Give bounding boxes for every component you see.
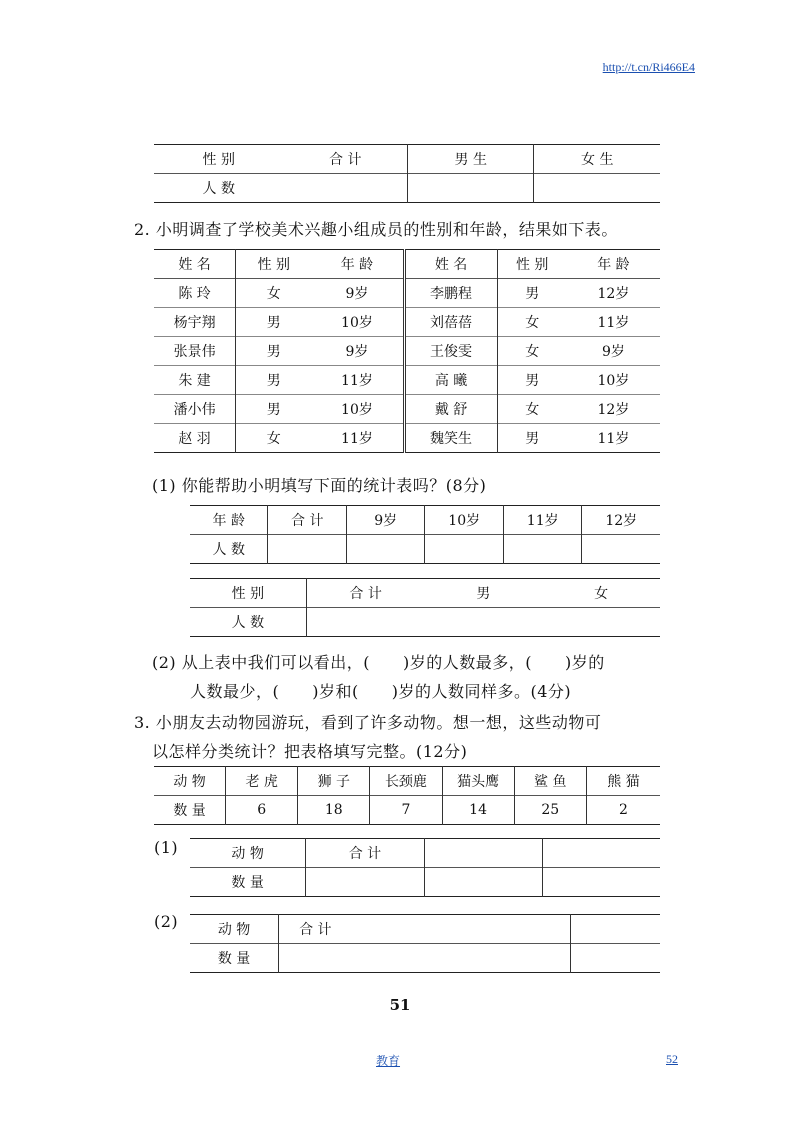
cell: 男 xyxy=(497,424,567,453)
cell: 11岁 xyxy=(341,373,373,389)
sub-question-1: (1) 你能帮助小明填写下面的统计表吗？(8分) xyxy=(152,476,487,495)
cell: 魏笑生 xyxy=(404,424,497,453)
cell: 12岁 xyxy=(597,402,630,418)
th-female: 女 xyxy=(594,586,609,602)
cell: 14 xyxy=(442,796,514,825)
th-animal: 动 物 xyxy=(231,846,264,862)
cell: 男 xyxy=(497,279,567,308)
th-total: 合 计 xyxy=(329,152,362,168)
th-count: 数 量 xyxy=(231,875,264,891)
cell: 李鹏程 xyxy=(404,279,497,308)
cell: 刘蓓蓓 xyxy=(404,308,497,337)
cell: 杨宇翔 xyxy=(173,315,216,331)
cell: 女 xyxy=(236,424,312,453)
row-count-label: 人 数 xyxy=(202,181,235,197)
cell: 狮 子 xyxy=(298,767,370,796)
cell: 9岁 xyxy=(601,344,625,360)
cell: 王俊雯 xyxy=(404,337,497,366)
cell: 10岁 xyxy=(341,315,373,331)
table-row xyxy=(154,308,660,337)
th-name-2: 姓 名 xyxy=(404,250,497,279)
th-age-2: 年 龄 xyxy=(597,257,630,273)
cell: 赵 羽 xyxy=(178,431,211,447)
cell: 猫头鹰 xyxy=(442,767,514,796)
cell: 张景伟 xyxy=(173,344,216,360)
cell: 10岁 xyxy=(341,402,373,418)
cell: 潘小伟 xyxy=(173,402,216,418)
th-boys: 男 生 xyxy=(407,145,534,174)
cell: 男 xyxy=(236,366,312,395)
cell: 11岁 xyxy=(597,431,630,447)
animal-table xyxy=(154,766,660,825)
part-2-label: (2) xyxy=(154,912,179,931)
header-url-link[interactable]: http://t.cn/Ri466E4 xyxy=(602,60,695,74)
th-total: 合 计 xyxy=(279,915,571,944)
cell: 男 xyxy=(236,395,312,424)
cell: 9岁 xyxy=(345,286,369,302)
th-total: 合 计 xyxy=(306,579,424,608)
cell: 朱 建 xyxy=(178,373,211,389)
cell: 2 xyxy=(586,796,660,825)
cell: 11岁 xyxy=(597,315,630,331)
footer-left-link[interactable]: 教育 xyxy=(376,1054,401,1068)
cell: 男 xyxy=(497,366,567,395)
member-table xyxy=(154,249,660,453)
th-count: 数 量 xyxy=(217,951,251,967)
row-count-label: 人 数 xyxy=(212,542,245,558)
th-11: 11岁 xyxy=(503,506,582,535)
table-row xyxy=(154,395,660,424)
cell: 11岁 xyxy=(341,431,373,447)
th-age-1: 年 龄 xyxy=(340,257,374,273)
th-12: 12岁 xyxy=(582,506,660,535)
th-9: 9岁 xyxy=(346,506,424,535)
th-name-1: 姓 名 xyxy=(178,257,211,273)
cell: 长颈鹿 xyxy=(370,767,442,796)
cell: 男 xyxy=(236,308,312,337)
cell: 10岁 xyxy=(597,373,630,389)
cell: 熊 猫 xyxy=(586,767,660,796)
part-2-table xyxy=(190,914,660,973)
row-count-label: 人 数 xyxy=(231,615,265,631)
th-gender: 性 别 xyxy=(202,152,235,168)
th-sex-1: 性 别 xyxy=(236,250,312,279)
age-stat-table xyxy=(190,505,660,564)
page-number: 51 xyxy=(389,996,411,1014)
cell: 鲨 鱼 xyxy=(514,767,586,796)
cell: 女 xyxy=(497,395,567,424)
cell: 女 xyxy=(236,279,312,308)
cell: 25 xyxy=(514,796,586,825)
th-animal: 动 物 xyxy=(173,774,206,790)
table-row xyxy=(154,366,660,395)
sub-question-2-line1: (2) 从上表中我们可以看出，( )岁的人数最多，( )岁的 xyxy=(152,653,605,672)
question-3-line1: 3. 小朋友去动物园游玩，看到了许多动物。想一想，这些动物可 xyxy=(134,713,602,732)
cell: 男 xyxy=(236,337,312,366)
cell: 女 xyxy=(497,308,567,337)
sub-question-2-line2: 人数最少，( )岁和( )岁的人数同样多。(4分) xyxy=(190,682,572,701)
cell: 12岁 xyxy=(597,286,630,302)
sex-stat-table xyxy=(190,578,660,637)
th-sex: 性 别 xyxy=(231,586,265,602)
cell: 女 xyxy=(497,337,567,366)
th-count: 数 量 xyxy=(173,803,206,819)
top-gender-table xyxy=(154,144,660,203)
question-2-text: 2. 小明调查了学校美术兴趣小组成员的性别和年龄，结果如下表。 xyxy=(134,220,618,239)
th-girls: 女 生 xyxy=(534,145,660,174)
cell: 7 xyxy=(370,796,442,825)
th-10: 10岁 xyxy=(425,506,504,535)
cell: 戴 舒 xyxy=(404,395,497,424)
th-age: 年 龄 xyxy=(212,513,245,529)
cell: 9岁 xyxy=(345,344,369,360)
table-row xyxy=(154,279,660,308)
th-total: 合 计 xyxy=(268,506,346,535)
cell: 6 xyxy=(226,796,298,825)
cell: 陈 玲 xyxy=(178,286,211,302)
part-1-table xyxy=(190,838,660,897)
part-1-label: (1) xyxy=(154,838,179,857)
table-row xyxy=(154,424,660,453)
th-sex-2: 性 别 xyxy=(497,250,567,279)
cell: 高 曦 xyxy=(404,366,497,395)
footer-right-link[interactable]: 52 xyxy=(666,1052,678,1066)
th-animal: 动 物 xyxy=(217,922,251,938)
cell: 18 xyxy=(298,796,370,825)
cell: 老 虎 xyxy=(226,767,298,796)
th-male: 男 xyxy=(476,586,491,602)
table-row xyxy=(154,337,660,366)
th-total: 合 计 xyxy=(306,839,424,868)
question-3-line2: 以怎样分类统计？把表格填写完整。(12分) xyxy=(152,742,468,761)
